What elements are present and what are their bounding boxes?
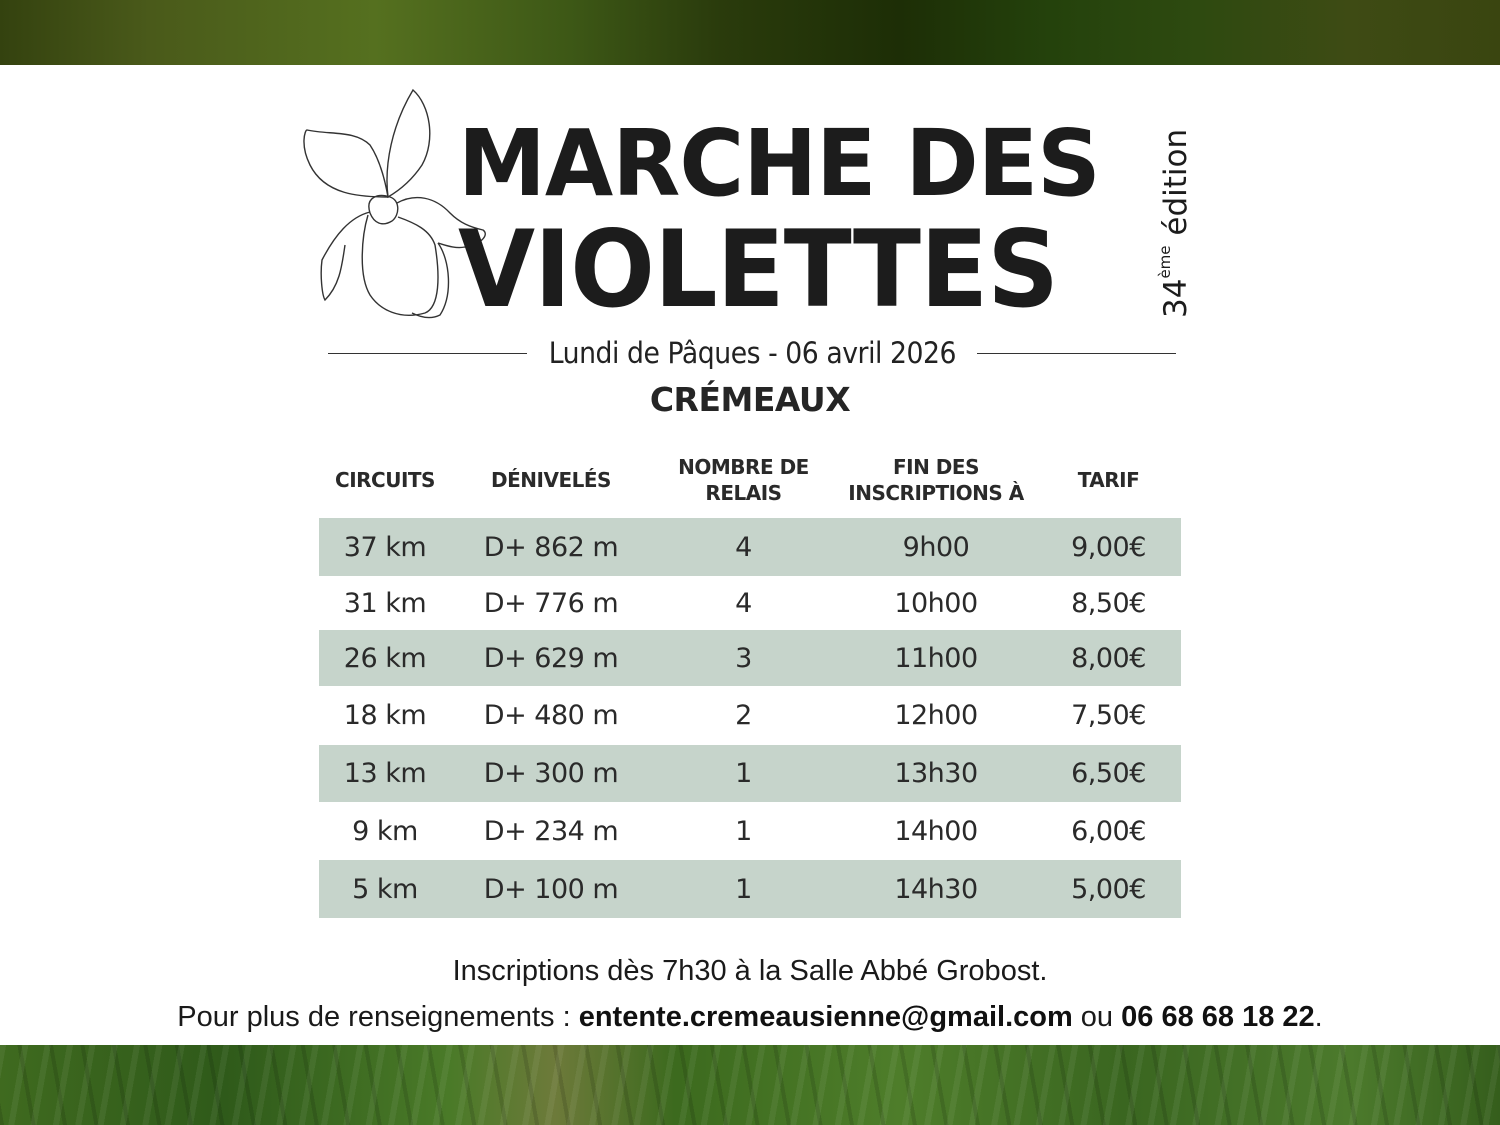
contact-email[interactable]: entente.cremeausienne@gmail.com [578, 1001, 1073, 1033]
cell-fin: 14h30 [836, 860, 1036, 918]
edition-number: 34 [1158, 278, 1194, 318]
cell-circuit: 31 km [343, 587, 427, 619]
contact-end: . [1314, 1001, 1323, 1033]
table-row [319, 576, 1181, 630]
cell-circuit: 9 km [352, 815, 418, 847]
cell-relais: 2 [735, 700, 752, 731]
cell-tarif: 6,50€ [1036, 745, 1181, 802]
cell-relais: 1 [651, 860, 836, 918]
cell-tarif: 5,00€ [1036, 860, 1181, 918]
table-row [319, 630, 1181, 686]
cell-tarif: 8,00€ [1036, 630, 1181, 686]
cell-denivele: D+ 862 m [451, 518, 651, 576]
header-relais: NOMBRE DE RELAIS [678, 455, 809, 505]
divider-left [328, 353, 527, 354]
cell-tarif: 9,00€ [1036, 518, 1181, 576]
cell-denivele: D+ 629 m [451, 630, 651, 686]
edition-word: édition [1158, 128, 1194, 236]
cell-tarif: 7,50€ [1071, 700, 1146, 731]
cell-denivele: D+ 300 m [451, 745, 651, 802]
cell-denivele: D+ 100 m [451, 860, 651, 918]
table-row [319, 686, 1181, 745]
contact-info [0, 1001, 1500, 1034]
event-date: Lundi de Pâques - 06 avril 2026 [548, 336, 956, 370]
registration-info: Inscriptions dès 7h30 à la Salle Abbé Grobost. [452, 955, 1048, 987]
cell-circuit: 5 km [319, 860, 451, 918]
cell-fin: 11h00 [836, 630, 1036, 686]
header-fin-inscriptions: FIN DES INSCRIPTIONS À [848, 455, 1024, 505]
cell-denivele: D+ 480 m [483, 700, 619, 731]
cell-relais: 1 [735, 815, 752, 847]
contact-prefix: Pour plus de renseignements : [177, 1001, 579, 1033]
bottom-grass-band [0, 1045, 1500, 1125]
cell-denivele: D+ 776 m [483, 587, 619, 619]
title-line-2: VIOLETTES [458, 208, 1059, 331]
cell-tarif: 8,50€ [1071, 587, 1146, 619]
cell-fin: 14h00 [894, 815, 978, 847]
contact-phone[interactable]: 06 68 68 18 22 [1121, 1001, 1315, 1033]
header-circuits: CIRCUITS [335, 468, 435, 492]
header-tarif: TARIF [1077, 468, 1140, 492]
cell-relais: 4 [735, 587, 752, 619]
cell-fin: 10h00 [894, 587, 978, 619]
table-row [319, 745, 1181, 802]
edition-label [1156, 129, 1194, 318]
cell-relais: 4 [651, 518, 836, 576]
circuits-table [319, 442, 1181, 918]
cell-fin: 12h00 [894, 700, 978, 731]
cell-tarif: 6,00€ [1071, 815, 1146, 847]
cell-circuit: 13 km [319, 745, 451, 802]
table-header-row [319, 442, 1181, 518]
date-line [328, 333, 1176, 373]
table-row [319, 802, 1181, 860]
title-line-1: MARCHE DES [458, 110, 1100, 217]
cell-fin: 9h00 [836, 518, 1036, 576]
top-grass-band [0, 0, 1500, 65]
edition-suffix: ème [1156, 245, 1174, 279]
header-denivele: DÉNIVELÉS [491, 468, 611, 492]
contact-or: ou [1072, 1001, 1122, 1033]
cell-circuit: 26 km [319, 630, 451, 686]
cell-fin: 13h30 [836, 745, 1036, 802]
event-place: CRÉMEAUX [649, 380, 851, 419]
cell-circuit: 18 km [343, 700, 427, 731]
cell-denivele: D+ 234 m [483, 815, 619, 847]
cell-circuit: 37 km [319, 518, 451, 576]
cell-relais: 1 [651, 745, 836, 802]
cell-relais: 3 [651, 630, 836, 686]
table-row [319, 518, 1181, 576]
divider-right [977, 353, 1176, 354]
table-row [319, 860, 1181, 918]
